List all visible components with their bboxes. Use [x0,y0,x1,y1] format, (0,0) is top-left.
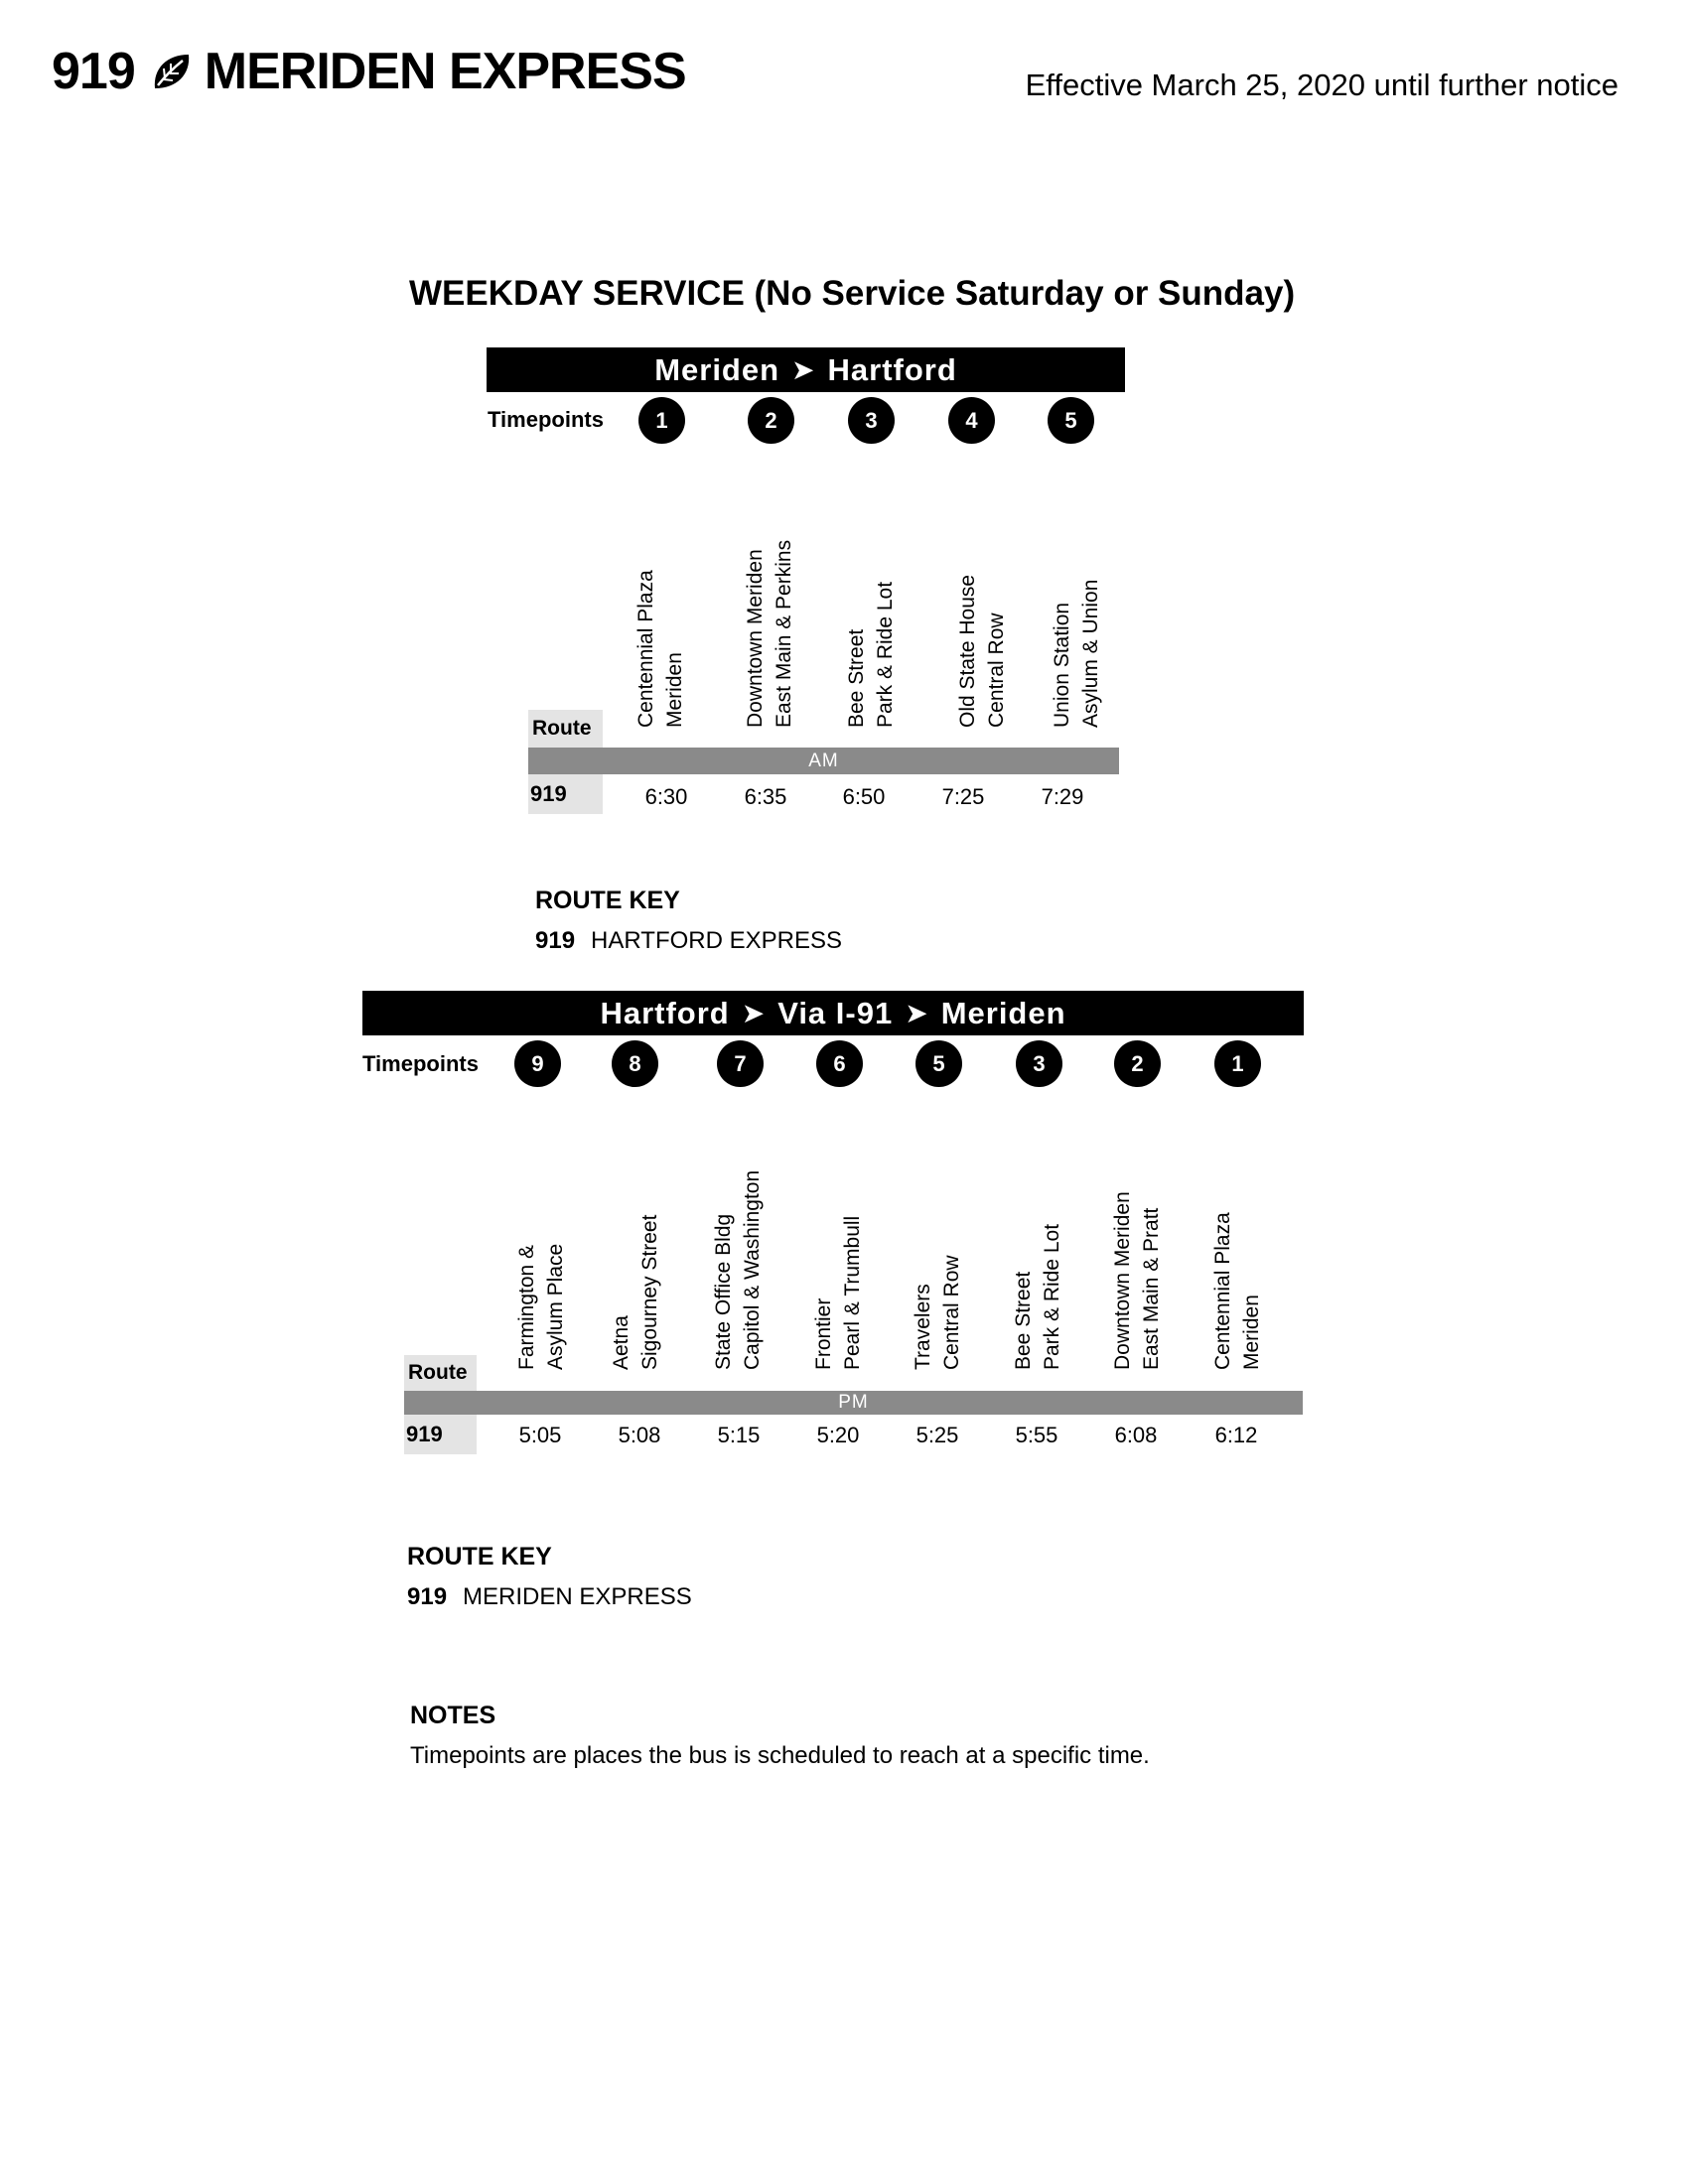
time-cell: 5:20 [816,1423,860,1447]
stop-label [909,1171,968,1370]
timepoint-badge: 7 [717,1040,764,1087]
direction-to: Meriden [940,995,1066,1030]
page-title [52,43,686,100]
direction-bar-outbound [487,347,1125,392]
route-number: 919 [52,43,135,100]
stop-location: Sigourney Street [638,1214,661,1370]
stop-name: State Office Bldg [712,1213,735,1370]
stop-name: Aetna [610,1315,633,1370]
stop-label [953,529,1013,728]
route-cell: 919 [404,1415,477,1454]
time-cell: 5:05 [518,1423,562,1447]
stop-location: Park & Ride Lot [874,581,897,728]
stop-label [512,1171,572,1370]
time-cell: 5:55 [1015,1423,1058,1447]
stop-name: Bee Street [1012,1271,1035,1370]
stop-name: Frontier [812,1297,835,1370]
stop-location: Central Row [985,613,1008,728]
timepoints-label: Timepoints [488,407,604,432]
stop-name: Farmington & [515,1244,538,1370]
arrow-right-icon: ➤ [791,354,816,385]
stop-label [842,529,902,728]
stop-location: Capitol & Washington [741,1169,764,1370]
route-key-number: 919 [535,927,576,954]
timepoint-badge: 6 [816,1040,863,1087]
time-cell: 5:08 [618,1423,661,1447]
route-key-number: 919 [407,1583,448,1610]
time-cell: 5:15 [717,1423,761,1447]
stop-name: Old State House [956,574,979,728]
stop-label [1108,1171,1168,1370]
time-cell: 6:35 [744,784,787,809]
time-cell: 6:12 [1214,1423,1258,1447]
stop-location: Asylum Place [544,1243,567,1370]
timepoint-badge: 3 [1016,1040,1062,1087]
timepoint-badge: 5 [1048,397,1094,444]
direction-via: Via I-91 [777,995,894,1030]
time-cell: 6:50 [842,784,886,809]
arrow-right-icon: ➤ [905,998,929,1028]
stop-label [1048,529,1107,728]
stop-name: Centennial Plaza [634,570,657,728]
route-column-header: Route [404,1355,477,1391]
route-key-name: MERIDEN EXPRESS [463,1583,692,1610]
notes-text: Timepoints are places the bus is scheduled to reach at a specific time. [410,1742,1150,1769]
route-key-name: HARTFORD EXPRESS [591,927,842,954]
route-name: MERIDEN EXPRESS [204,43,686,100]
stop-name: Travelers [912,1284,934,1370]
stop-label [809,1171,869,1370]
timepoint-badge: 5 [915,1040,962,1087]
stop-label [709,1171,769,1370]
timepoints-label: Timepoints [362,1051,479,1076]
timepoint-badge: 4 [948,397,995,444]
period-band: PM [404,1391,1303,1415]
direction-from: Meriden [654,351,780,387]
stop-location: Meriden [1240,1295,1263,1370]
time-cell: 6:08 [1114,1423,1158,1447]
stop-location: East Main & Perkins [773,539,795,728]
stop-name: Centennial Plaza [1211,1212,1234,1370]
stop-label [741,529,800,728]
route-column-header: Route [528,710,603,748]
route-key-row [407,1583,692,1611]
timepoint-badge: 3 [848,397,895,444]
timepoint-badge: 1 [1214,1040,1261,1087]
stop-label [1009,1171,1068,1370]
timepoint-badge: 9 [514,1040,561,1087]
time-cell: 6:30 [644,784,688,809]
stop-location: Central Row [940,1255,963,1370]
stop-label [632,529,691,728]
timepoint-badge: 2 [748,397,794,444]
effective-date: Effective March 25, 2020 until further notice [1025,68,1618,102]
stop-name: Union Station [1051,602,1073,728]
stop-location: Asylum & Union [1079,579,1102,728]
route-cell: 919 [528,774,603,814]
service-title: WEEKDAY SERVICE (No Service Saturday or Sunday) [409,274,1296,313]
stop-label [1208,1171,1268,1370]
time-cell: 5:25 [915,1423,959,1447]
time-cell: 7:29 [1041,784,1084,809]
direction-to: Hartford [827,351,957,387]
stop-label [607,1171,666,1370]
timepoint-badge: 8 [612,1040,658,1087]
stop-location: Park & Ride Lot [1041,1223,1063,1370]
route-key-heading: ROUTE KEY [535,887,680,914]
direction-from: Hartford [600,995,730,1030]
period-band: AM [528,748,1119,774]
arrow-right-icon: ➤ [741,998,767,1028]
notes-heading: NOTES [410,1702,496,1729]
direction-bar-inbound [362,991,1304,1035]
timepoint-badge: 1 [638,397,685,444]
stop-location: Pearl & Trumbull [841,1215,864,1370]
stop-location: East Main & Pratt [1140,1207,1163,1370]
leaf-logo-icon [149,49,195,94]
stop-name: Downtown Meriden [1111,1191,1134,1370]
route-key-row [535,927,842,955]
timepoint-badge: 2 [1114,1040,1161,1087]
time-cell: 7:25 [941,784,985,809]
stop-name: Downtown Meriden [744,549,767,728]
route-key-heading: ROUTE KEY [407,1543,552,1570]
stop-name: Bee Street [845,628,868,728]
stop-location: Meriden [663,652,686,728]
